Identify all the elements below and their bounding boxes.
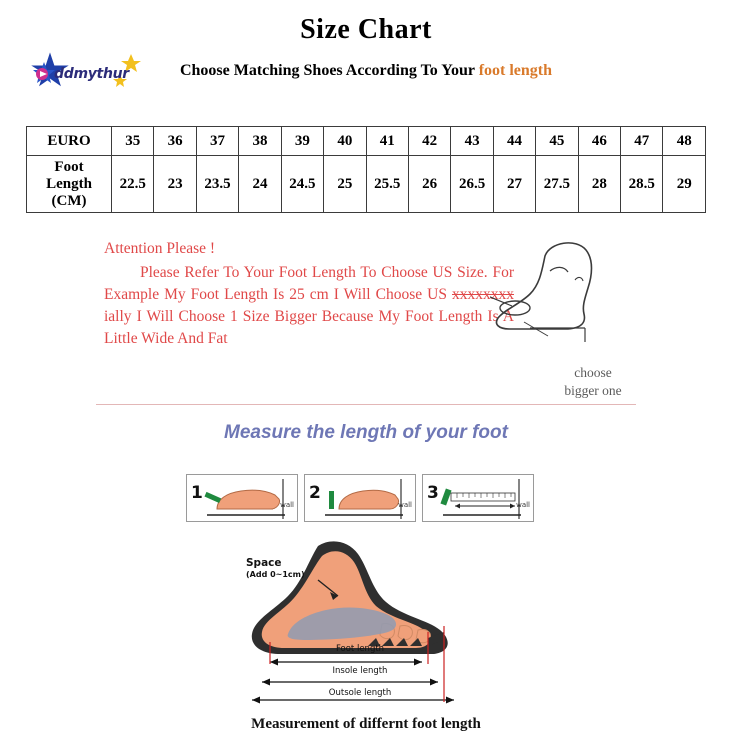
choose-bigger-line1: choose [574,365,612,380]
foot-cell-4: 24.5 [281,156,323,213]
step-3 [422,474,534,522]
step-3-number: 3 [427,483,439,503]
step-2-wall-label: wall [398,501,412,509]
attention-line-a-accent: Foot Length [278,264,356,281]
foot-label-line1: Foot [54,158,84,175]
space-label [246,558,305,580]
size-table-container [26,126,706,213]
euro-cell-10: 45 [536,127,578,156]
attention-line-a: Please Refer To Your [140,264,279,281]
choose-bigger-line2: bigger one [564,383,622,398]
attention-line-c-pre: Will Choose US [343,286,452,303]
step2-foot-icon [305,475,417,523]
row-label-foot-length [27,156,112,213]
euro-cell-0: 35 [112,127,154,156]
foot-cell-7: 26 [408,156,450,213]
euro-cell-5: 40 [324,127,366,156]
foot-label-line3: (CM) [51,192,87,209]
measure-label-outsole-length: Outsole length [328,688,392,698]
step-3-wall-label: wall [516,501,530,509]
foot-label-line2: Length [46,175,92,192]
euro-cell-13: 48 [663,127,706,156]
attention-body [104,262,514,350]
euro-cell-2: 37 [196,127,238,156]
logo-text: ddmythur [54,66,129,82]
table-row-foot-length [27,156,706,213]
attention-line-d: Bigger Because My Foot Length Is A Little Wide [104,308,515,347]
measure-label-insole-length: Insole length [332,666,388,676]
measure-steps [186,474,546,522]
euro-cell-7: 42 [408,127,450,156]
foot-cell-6: 25.5 [366,156,408,213]
euro-cell-12: 47 [621,127,663,156]
measure-section-title: Measure the length of your foot [224,422,508,443]
foot-cell-1: 23 [154,156,196,213]
attention-line-a-tail: To Choose [355,264,428,281]
step-2-number: 2 [309,483,321,503]
page-title: Size Chart [300,14,432,45]
foot-cell-11: 28 [578,156,620,213]
step-2 [304,474,416,522]
euro-cell-11: 46 [578,127,620,156]
foot-cell-3: 24 [239,156,281,213]
choose-bigger-note [518,364,668,400]
foot-cell-8: 26.5 [451,156,493,213]
foot-cell-10: 27.5 [536,156,578,213]
measure-label-foot-length: Foot length [335,644,385,654]
step3-ruler-icon [423,475,535,523]
attention-note [104,238,514,350]
euro-cell-8: 43 [451,127,493,156]
step-1-number: 1 [191,483,203,503]
foot-cell-5: 25 [324,156,366,213]
space-label-main: Space [246,557,282,569]
step1-foot-icon [187,475,299,523]
step-1-wall-label: wall [280,501,294,509]
table-row-euro [27,127,706,156]
subtitle-prefix: Choose Matching Shoes According To Your [179,62,479,79]
size-table [26,126,706,213]
size-chart-page [0,14,732,753]
foot-cell-2: 23.5 [196,156,238,213]
foot-cell-12: 28.5 [621,156,663,213]
attention-line-c-strike: xxxxxxxx [452,286,514,303]
euro-cell-4: 39 [281,127,323,156]
foot-cell-9: 27 [493,156,535,213]
euro-cell-9: 44 [493,127,535,156]
subtitle-accent: foot length [478,62,553,79]
diagram-caption: Measurement of differnt foot length [251,716,481,732]
step-1 [186,474,298,522]
foot-outline-icon [490,236,700,356]
attention-line-c-post: ially I Will Choose 1 Size [104,308,270,325]
euro-cell-3: 38 [239,127,281,156]
foot-cell-0: 22.5 [112,156,154,213]
brand-logo [28,52,150,94]
row-label-euro: EURO [27,127,112,156]
attention-line-b: US Size. For Example My Foot Length Is 25 cm I [104,264,514,303]
attention-line-e: And Fat [177,330,228,347]
foot-cell-13: 29 [663,156,706,213]
section-divider [96,404,636,405]
attention-heading: Attention Please ! [104,240,216,257]
euro-cell-6: 41 [366,127,408,156]
euro-cell-1: 36 [154,127,196,156]
space-label-sub: (Add 0~1cm) [246,570,305,579]
